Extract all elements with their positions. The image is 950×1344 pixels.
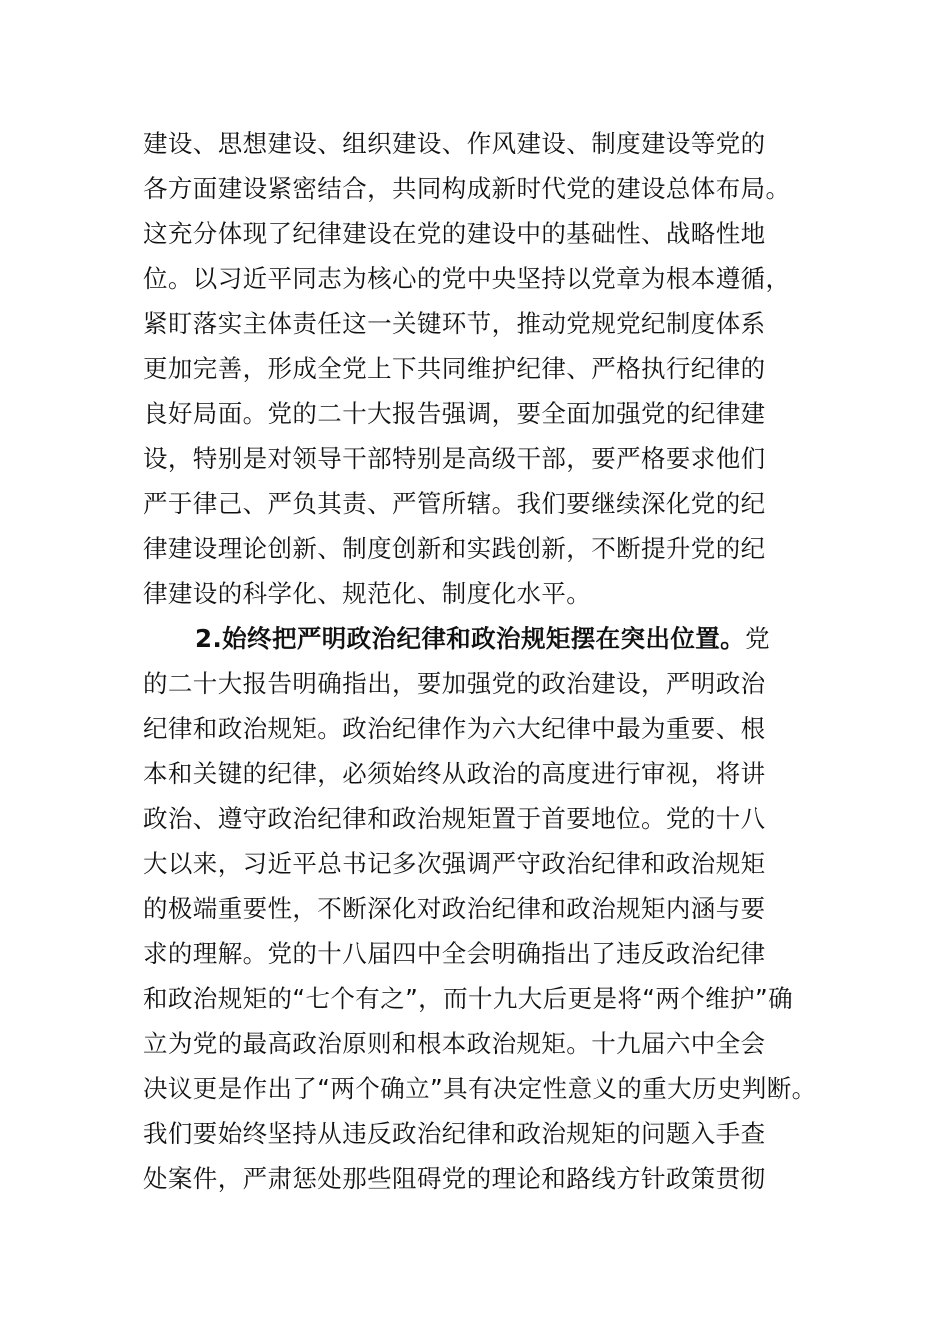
paragraph-line: 大以来，习近平总书记多次强调严守政治纪律和政治规矩 bbox=[143, 849, 766, 878]
paragraph-line: 纪律和政治规矩。政治纪律作为六大纪律中最为重要、根 bbox=[143, 714, 766, 743]
paragraph-line: 严于律己、严负其责、严管所辖。我们要继续深化党的纪 bbox=[143, 489, 766, 518]
paragraph-line: 更加完善，形成全党上下共同维护纪律、严格执行纪律的 bbox=[143, 354, 766, 383]
section-heading-line bbox=[143, 616, 843, 661]
paragraph-line: 本和关键的纪律，必须始终从政治的高度进行审视，将讲 bbox=[143, 759, 766, 788]
paragraph-line: 良好局面。党的二十大报告强调，要全面加强党的纪律建 bbox=[143, 399, 766, 428]
paragraph-line: 律建设理论创新、制度创新和实践创新，不断提升党的纪 bbox=[143, 534, 766, 563]
paragraph-line: 的极端重要性，不断深化对政治纪律和政治规矩内涵与要 bbox=[143, 894, 766, 923]
section-heading: 2.始终把严明政治纪律和政治规矩摆在突出位置。 bbox=[195, 624, 746, 653]
paragraph-line: 政治、遵守政治纪律和政治规矩置于首要地位。党的十八 bbox=[143, 804, 766, 833]
paragraph-line: 我们要始终坚持从违反政治纪律和政治规矩的问题入手查 bbox=[143, 1119, 766, 1148]
paragraph-line: 决议更是作出了“两个确立”具有决定性意义的重大历史判断。 bbox=[143, 1074, 817, 1103]
paragraph-line: 这充分体现了纪律建设在党的建设中的基础性、战略性地 bbox=[143, 219, 766, 248]
paragraph-line: 紧盯落实主体责任这一关键环节，推动党规党纪制度体系 bbox=[143, 309, 766, 338]
paragraph-line: 立为党的最高政治原则和根本政治规矩。十九届六中全会 bbox=[143, 1029, 766, 1058]
paragraph-line: 处案件，严肃惩处那些阻碍党的理论和路线方针政策贯彻 bbox=[143, 1164, 766, 1193]
paragraph-line: 设，特别是对领导干部特别是高级干部，要严格要求他们 bbox=[143, 444, 766, 473]
paragraph-line: 位。以习近平同志为核心的党中央坚持以党章为根本遵循， bbox=[143, 264, 791, 293]
paragraph-line: 和政治规矩的“七个有之”，而十九大后更是将“两个维护”确 bbox=[143, 984, 793, 1013]
paragraph-line: 求的理解。党的十八届四中全会明确指出了违反政治纪律 bbox=[143, 939, 766, 968]
paragraph-line: 各方面建设紧密结合，共同构成新时代党的建设总体布局。 bbox=[143, 174, 791, 203]
paragraph-line: 的二十大报告明确指出，要加强党的政治建设，严明政治 bbox=[143, 669, 766, 698]
section-heading-continuation: 党 bbox=[745, 624, 770, 653]
paragraph-line: 建设、思想建设、组织建设、作风建设、制度建设等党的 bbox=[143, 129, 766, 158]
paragraph-line: 律建设的科学化、规范化、制度化水平。 bbox=[143, 579, 592, 608]
document-body bbox=[143, 121, 843, 1201]
